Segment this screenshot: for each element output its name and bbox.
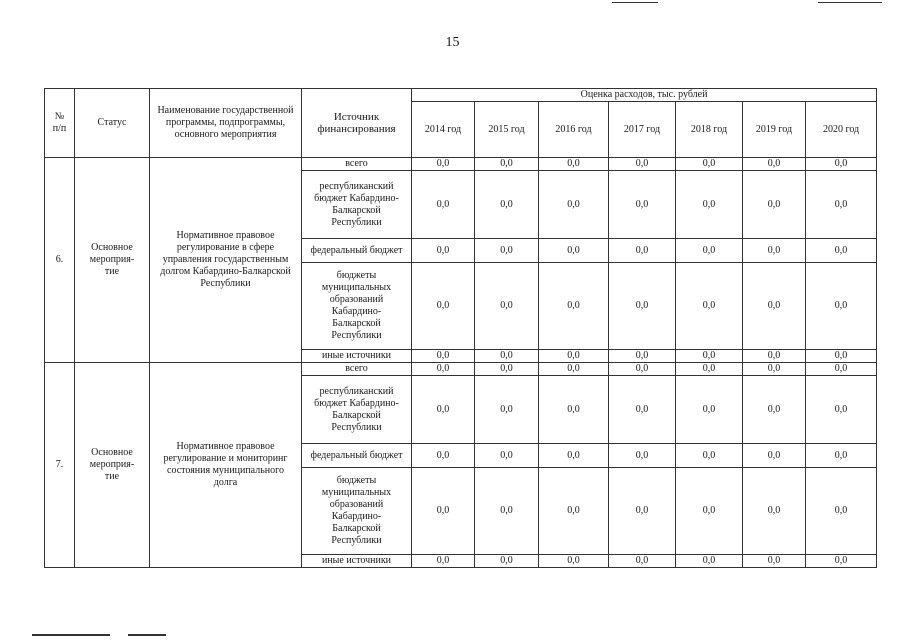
value-cell: 0,0 (806, 158, 877, 171)
value-cell: 0,0 (676, 468, 743, 555)
header-status: Статус (75, 89, 150, 158)
scan-mark (612, 2, 658, 3)
source-cell: бюджеты муниципальных образований Кабардино-Балкарской Республики (302, 468, 412, 555)
source-cell: бюджеты муниципальных образований Кабардино-Балкарской Республики (302, 263, 412, 350)
value-cell: 0,0 (412, 263, 475, 350)
header-year: 2017 год (609, 102, 676, 158)
value-cell: 0,0 (609, 171, 676, 239)
value-cell: 0,0 (676, 444, 743, 468)
value-cell: 0,0 (743, 376, 806, 444)
value-cell: 0,0 (539, 444, 609, 468)
value-cell: 0,0 (676, 158, 743, 171)
value-cell: 0,0 (676, 363, 743, 376)
value-cell: 0,0 (806, 444, 877, 468)
table-row (45, 363, 877, 376)
value-cell: 0,0 (412, 158, 475, 171)
value-cell: 0,0 (609, 239, 676, 263)
source-cell: иные источники (302, 555, 412, 568)
source-cell: всего (302, 158, 412, 171)
value-cell: 0,0 (806, 376, 877, 444)
scan-mark (128, 634, 166, 636)
value-cell: 0,0 (676, 376, 743, 444)
value-cell: 0,0 (806, 363, 877, 376)
value-cell: 0,0 (609, 350, 676, 363)
header-name: Наименование государственной программы, подпрограммы, основного мероприятия (150, 89, 302, 158)
value-cell: 0,0 (412, 239, 475, 263)
value-cell: 0,0 (539, 363, 609, 376)
value-cell: 0,0 (743, 555, 806, 568)
header-year: 2014 год (412, 102, 475, 158)
group-status: Основное мероприя-тие (75, 363, 150, 568)
header-source: Источник финансирования (302, 89, 412, 158)
value-cell: 0,0 (475, 158, 539, 171)
value-cell: 0,0 (412, 350, 475, 363)
source-cell: федеральный бюджет (302, 444, 412, 468)
value-cell: 0,0 (609, 376, 676, 444)
value-cell: 0,0 (609, 468, 676, 555)
value-cell: 0,0 (412, 363, 475, 376)
header-year: 2016 год (539, 102, 609, 158)
header-year: 2020 год (806, 102, 877, 158)
group-num: 7. (45, 363, 75, 568)
header-estimate: Оценка расходов, тыс. рублей (412, 89, 877, 102)
value-cell: 0,0 (806, 171, 877, 239)
value-cell: 0,0 (412, 171, 475, 239)
value-cell: 0,0 (806, 239, 877, 263)
value-cell: 0,0 (412, 468, 475, 555)
value-cell: 0,0 (475, 444, 539, 468)
value-cell: 0,0 (743, 363, 806, 376)
value-cell: 0,0 (539, 158, 609, 171)
value-cell: 0,0 (806, 263, 877, 350)
value-cell: 0,0 (475, 263, 539, 350)
value-cell: 0,0 (676, 350, 743, 363)
value-cell: 0,0 (475, 555, 539, 568)
group-name: Нормативное правовое регулирование и мониторинг состояния муниципального долга (150, 363, 302, 568)
source-cell: всего (302, 363, 412, 376)
value-cell: 0,0 (412, 555, 475, 568)
value-cell: 0,0 (609, 263, 676, 350)
value-cell: 0,0 (609, 444, 676, 468)
table-row (45, 158, 877, 171)
group-name: Нормативное правовое регулирование в сфере управления государственным долгом Кабардино-Балкарской Республики (150, 158, 302, 363)
header-year: 2019 год (743, 102, 806, 158)
value-cell: 0,0 (676, 263, 743, 350)
header-year: 2015 год (475, 102, 539, 158)
value-cell: 0,0 (743, 350, 806, 363)
value-cell: 0,0 (806, 468, 877, 555)
value-cell: 0,0 (806, 555, 877, 568)
value-cell: 0,0 (609, 363, 676, 376)
value-cell: 0,0 (475, 239, 539, 263)
value-cell: 0,0 (806, 350, 877, 363)
value-cell: 0,0 (475, 171, 539, 239)
value-cell: 0,0 (743, 171, 806, 239)
header-year: 2018 год (676, 102, 743, 158)
value-cell: 0,0 (475, 468, 539, 555)
source-cell: республиканский бюджет Кабардино-Балкарской Республики (302, 171, 412, 239)
value-cell: 0,0 (539, 350, 609, 363)
value-cell: 0,0 (676, 555, 743, 568)
page-number: 15 (445, 35, 460, 50)
value-cell: 0,0 (539, 171, 609, 239)
value-cell: 0,0 (539, 555, 609, 568)
value-cell: 0,0 (539, 468, 609, 555)
value-cell: 0,0 (743, 263, 806, 350)
value-cell: 0,0 (475, 363, 539, 376)
header-num: № п/п (45, 89, 75, 158)
value-cell: 0,0 (539, 239, 609, 263)
expense-table (44, 88, 877, 568)
source-cell: иные источники (302, 350, 412, 363)
group-num: 6. (45, 158, 75, 363)
value-cell: 0,0 (609, 555, 676, 568)
value-cell: 0,0 (475, 350, 539, 363)
scan-mark (818, 2, 882, 3)
value-cell: 0,0 (743, 444, 806, 468)
value-cell: 0,0 (539, 263, 609, 350)
value-cell: 0,0 (676, 239, 743, 263)
value-cell: 0,0 (743, 158, 806, 171)
value-cell: 0,0 (609, 158, 676, 171)
value-cell: 0,0 (743, 239, 806, 263)
value-cell: 0,0 (412, 444, 475, 468)
value-cell: 0,0 (743, 468, 806, 555)
source-cell: республиканский бюджет Кабардино-Балкарской Республики (302, 376, 412, 444)
value-cell: 0,0 (412, 376, 475, 444)
group-status: Основное мероприя-тие (75, 158, 150, 363)
value-cell: 0,0 (676, 171, 743, 239)
value-cell: 0,0 (475, 376, 539, 444)
scan-mark (32, 634, 110, 636)
value-cell: 0,0 (539, 376, 609, 444)
source-cell: федеральный бюджет (302, 239, 412, 263)
